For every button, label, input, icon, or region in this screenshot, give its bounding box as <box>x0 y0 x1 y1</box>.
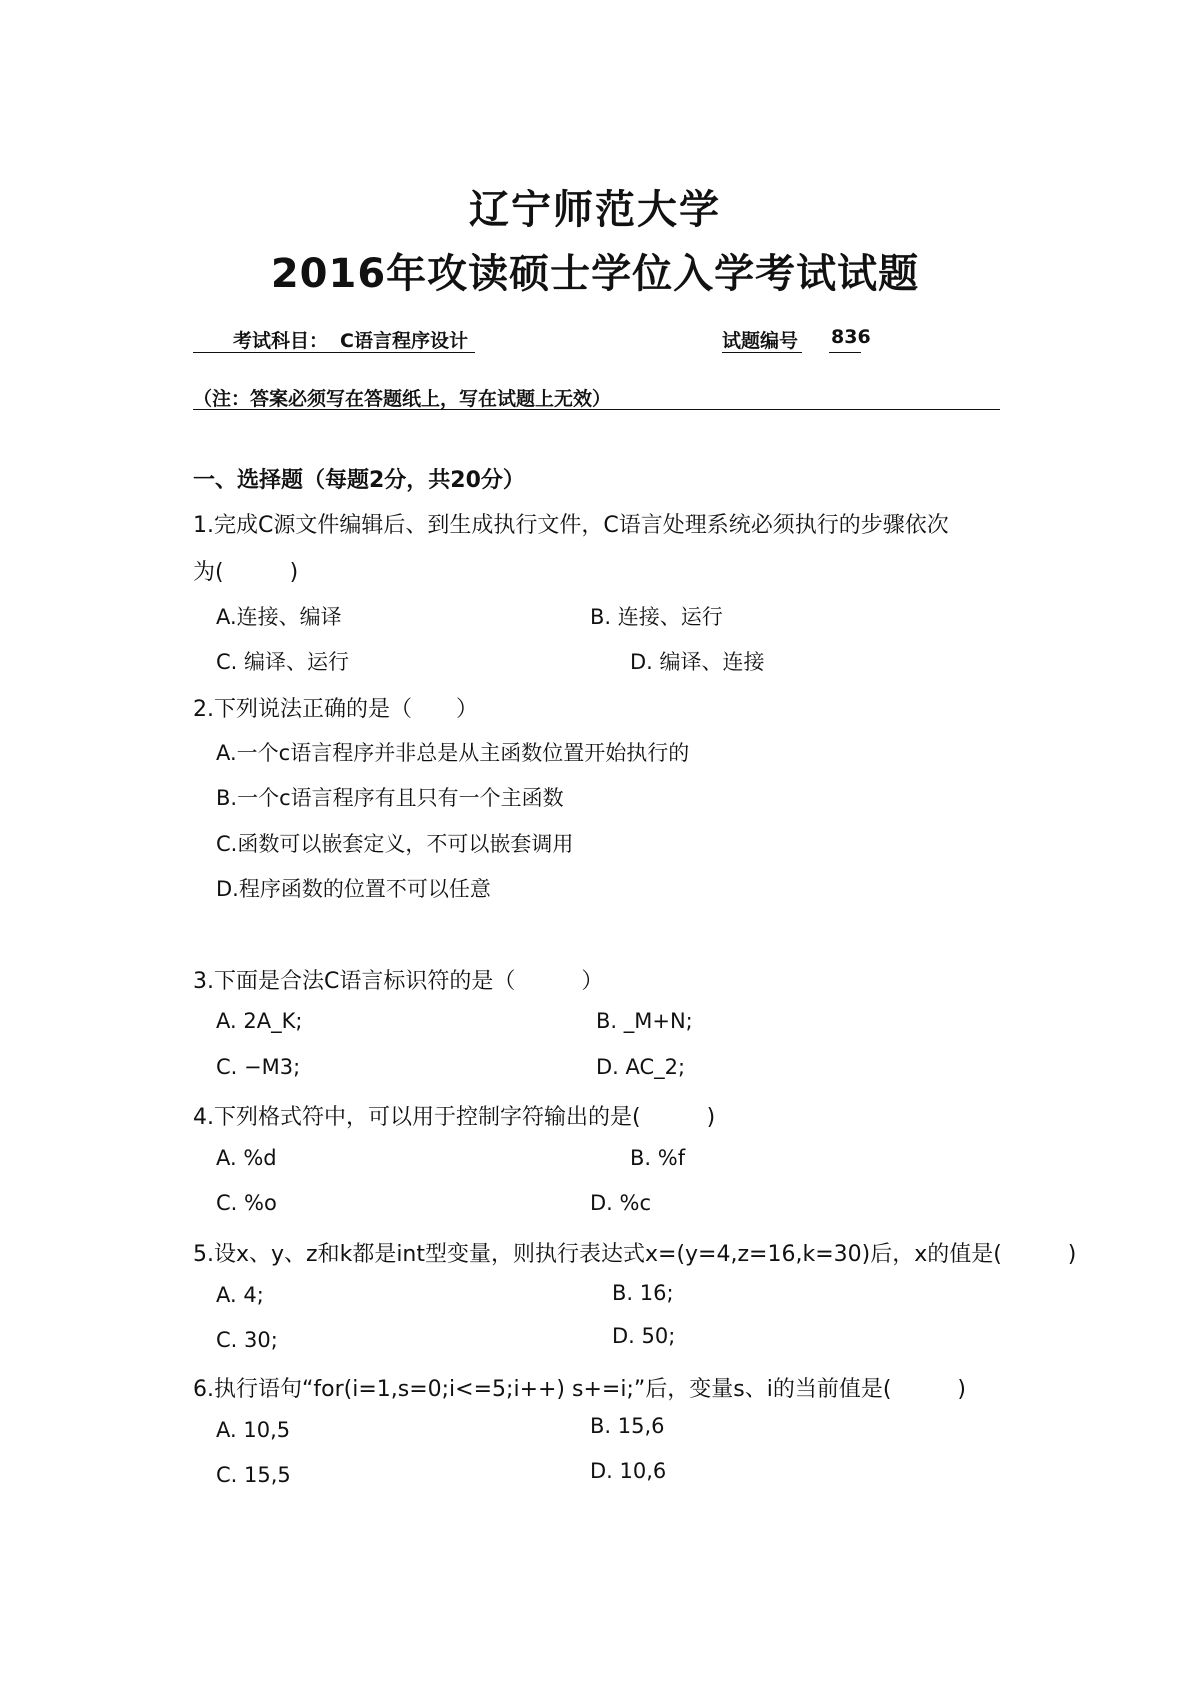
subject-value: C语言程序设计 <box>340 330 468 352</box>
subject-label: 考试科目： <box>233 330 329 352</box>
code-value-underline <box>829 352 861 353</box>
question-2-option-b: B.一个c语言程序有且只有一个主函数 <box>216 786 564 810</box>
question-5-option-c: C. 30; <box>216 1328 278 1352</box>
question-2-option-a: A.一个c语言程序并非总是从主函数位置开始执行的 <box>216 741 690 765</box>
question-6-option-b: B. 15,6 <box>590 1414 665 1438</box>
question-5-option-a: A. 4; <box>216 1283 264 1307</box>
question-3-option-a: A. 2A_K; <box>216 1009 303 1033</box>
question-3-option-c: C. −M3; <box>216 1055 301 1079</box>
question-6-option-d: D. 10,6 <box>590 1459 667 1483</box>
code-label: 试题编号 <box>722 330 799 352</box>
question-3-option-d: D. AC_2; <box>596 1055 686 1079</box>
question-4-option-d: D. %c <box>590 1191 652 1215</box>
question-2-option-c: C.函数可以嵌套定义，不可以嵌套调用 <box>216 832 574 856</box>
exam-title: 2016年攻读硕士学位入学考试试题 <box>270 251 920 297</box>
question-4-option-b: B. %f <box>630 1146 686 1170</box>
question-3-option-b: B. _M+N; <box>596 1009 693 1033</box>
section-title: 一、选择题（每题2分，共20分） <box>193 468 525 493</box>
question-5-option-d: D. 50; <box>612 1324 676 1348</box>
question-6-option-a: A. 10,5 <box>216 1418 291 1442</box>
answer-note: （注：答案必须写在答题纸上，写在试题上无效） <box>193 388 612 410</box>
code-value: 836 <box>831 326 871 348</box>
question-4-option-c: C. %o <box>216 1191 277 1215</box>
question-3-line-1: 3.下面是合法C语言标识符的是（ ） <box>193 969 604 994</box>
question-1-option-a: A.连接、编译 <box>216 605 342 629</box>
question-4-option-a: A. %d <box>216 1146 277 1170</box>
question-6-line-1: 6.执行语句“for(i=1,s=0;i<=5;i++) s+=i;”后，变量s、i的当前值是( ) <box>193 1377 966 1402</box>
note-underline <box>193 409 1000 410</box>
question-5-option-b: B. 16; <box>612 1281 674 1305</box>
subject-underline <box>193 352 475 353</box>
question-4-line-1: 4.下列格式符中，可以用于控制字符输出的是( ) <box>193 1105 716 1130</box>
question-6-option-c: C. 15,5 <box>216 1463 291 1487</box>
university-title: 辽宁师范大学 <box>469 187 721 233</box>
question-1-line-2: 为( ) <box>193 560 299 585</box>
code-label-underline <box>722 352 802 353</box>
question-1-line-1: 1.完成C源文件编辑后、到生成执行文件，C语言处理系统必须执行的步骤依次 <box>193 513 949 538</box>
question-1-option-b: B. 连接、运行 <box>590 605 723 629</box>
question-1-option-d: D. 编译、连接 <box>630 650 765 674</box>
question-2-line-1: 2.下列说法正确的是（ ） <box>193 697 478 722</box>
question-5-line-1: 5.设x、y、z和k都是int型变量，则执行表达式x=(y=4,z=16,k=30)后，x的值是( ) <box>193 1242 1077 1267</box>
question-2-option-d: D.程序函数的位置不可以任意 <box>216 877 491 901</box>
question-1-option-c: C. 编译、运行 <box>216 650 350 674</box>
